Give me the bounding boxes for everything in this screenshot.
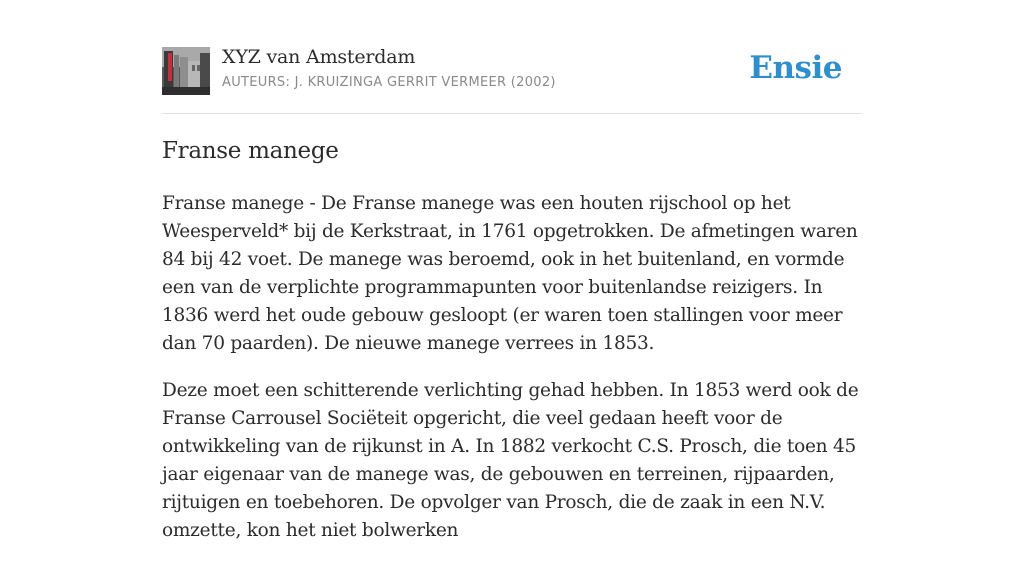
entry-body bbox=[162, 190, 862, 564]
book-header bbox=[162, 46, 862, 96]
book-authors: AUTEURS: J. KRUIZINGA GERRIT VERMEER (2002) bbox=[222, 75, 556, 90]
book-cover-avatar[interactable] bbox=[162, 47, 210, 95]
entry-title: Franse manege bbox=[162, 138, 339, 164]
entry-paragraph: Franse manege - De Franse manege was een houten rijschool op het Weesperveld* bij de Kerkstraat, in 1761 opgetrokken. De afmetingen waren 84 bij 42 voet. De manege was beroemd, ook in het buitenland, en vormde een van de verplichte programmapunten voor buitenlandse reizigers. In 1836 werd het oude gebouw gesloopt (er waren toen stallingen voor meer dan 70 paarden). De nieuwe manege verrees in 1853. bbox=[162, 193, 858, 354]
entry-paragraph: Deze moet een schitterende verlichting gehad hebben. In 1853 werd ook de Franse Carrousel Sociëteit opgericht, die veel gedaan heeft voor de ontwikkeling van de rijkunst in A. In 1882 verkocht C.S. Prosch, die toen 45 jaar eigenaar van de manege was, de gebouwen en terreinen, rijpaarden, rijtuigen en toebehoren. De opvolger van Prosch, die de zaak in een N.V. omzette, kon het niet bolwerken bbox=[162, 380, 859, 541]
book-title[interactable]: XYZ van Amsterdam bbox=[222, 46, 416, 68]
book-cover-image bbox=[162, 47, 210, 95]
header-divider bbox=[162, 113, 862, 114]
ensie-logo[interactable]: Ensie bbox=[749, 50, 842, 86]
